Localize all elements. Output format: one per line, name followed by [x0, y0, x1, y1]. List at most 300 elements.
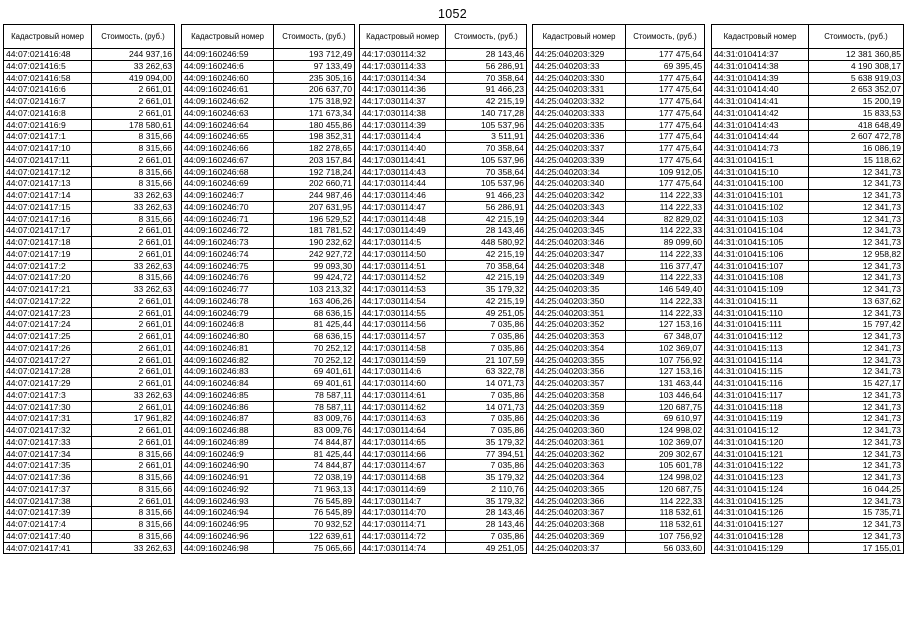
table-row	[360, 295, 527, 307]
table-row	[360, 401, 527, 413]
table-row	[533, 495, 705, 507]
cadastral-number: 44:17:030114:37	[360, 96, 446, 108]
table-row	[533, 448, 705, 460]
cadastral-number: 44:09:160246:98	[182, 542, 274, 554]
cadastral-number: 44:25:040203:337	[533, 143, 626, 155]
cadastral-number: 44:31:010414:42	[712, 107, 809, 119]
table-row	[533, 507, 705, 519]
cost-value: 12 341,73	[809, 448, 904, 460]
cost-value: 105 537,96	[446, 154, 527, 166]
cadastral-number: 44:07:021417:31	[4, 413, 92, 425]
cadastral-number: 44:07:021417:25	[4, 331, 92, 343]
cadastral-number: 44:09:160246:74	[182, 248, 274, 260]
table-row	[712, 319, 904, 331]
cost-value: 235 305,16	[274, 72, 355, 84]
cost-value: 2 661,01	[92, 436, 175, 448]
table-row	[4, 49, 175, 61]
table-row	[712, 49, 904, 61]
table-row	[533, 84, 705, 96]
cadastral-number: 44:17:030114:39	[360, 119, 446, 131]
cadastral-number: 44:31:010415:115	[712, 366, 809, 378]
cost-value: 12 341,73	[809, 190, 904, 202]
cost-value: 8 315,66	[92, 519, 175, 531]
table-row	[712, 519, 904, 531]
cadastral-number: 44:07:021417:15	[4, 201, 92, 213]
table-row	[360, 530, 527, 542]
table-row	[182, 425, 355, 437]
cost-value: 8 315,66	[92, 131, 175, 143]
cadastral-number: 44:07:021417:17	[4, 225, 92, 237]
cost-value: 131 463,44	[626, 378, 705, 390]
cadastral-number: 44:17:030114:58	[360, 342, 446, 354]
cost-value: 33 262,63	[92, 201, 175, 213]
table-row	[533, 342, 705, 354]
cost-value: 2 661,01	[92, 460, 175, 472]
cadastral-number: 44:31:010415:1	[712, 154, 809, 166]
cadastral-number: 44:25:040203:36	[533, 413, 626, 425]
cadastral-number: 44:09:160246:69	[182, 178, 274, 190]
table-row	[712, 401, 904, 413]
cost-value: 244 987,46	[274, 190, 355, 202]
cadastral-number: 44:25:040203:358	[533, 389, 626, 401]
table-row	[533, 472, 705, 484]
cost-value: 175 318,92	[274, 96, 355, 108]
cadastral-number: 44:09:160246:9	[182, 448, 274, 460]
cadastral-number: 44:09:160246:73	[182, 237, 274, 249]
cadastral-number: 44:07:021417:24	[4, 319, 92, 331]
cadastral-number: 44:17:030114:70	[360, 507, 446, 519]
cadastral-number: 44:25:040203:367	[533, 507, 626, 519]
cost-value: 42 215,19	[446, 213, 527, 225]
cost-value: 2 661,01	[92, 354, 175, 366]
table-row	[533, 307, 705, 319]
table-row	[4, 460, 175, 472]
cadastral-number: 44:25:040203:37	[533, 542, 626, 554]
cadastral-number: 44:25:040203:363	[533, 460, 626, 472]
cost-value: 35 179,32	[446, 436, 527, 448]
registry-table-3	[359, 24, 527, 554]
cadastral-number: 44:31:010415:110	[712, 307, 809, 319]
table-row	[533, 119, 705, 131]
cost-value: 70 252,12	[274, 342, 355, 354]
table-row	[360, 131, 527, 143]
table-row	[712, 190, 904, 202]
table-row	[360, 154, 527, 166]
cadastral-number: 44:07:021417:14	[4, 190, 92, 202]
cadastral-number: 44:25:040203:350	[533, 295, 626, 307]
cost-value: 12 341,73	[809, 307, 904, 319]
cost-value: 69 401,61	[274, 378, 355, 390]
cost-value: 8 315,66	[92, 530, 175, 542]
cadastral-number: 44:31:010414:39	[712, 72, 809, 84]
cost-value: 102 369,07	[626, 342, 705, 354]
cost-value: 2 661,01	[92, 495, 175, 507]
table-row	[360, 483, 527, 495]
table-row	[4, 178, 175, 190]
cost-value: 192 718,24	[274, 166, 355, 178]
cadastral-number: 44:31:010415:113	[712, 342, 809, 354]
cost-value: 42 215,19	[446, 96, 527, 108]
cost-value: 177 475,64	[626, 154, 705, 166]
table-row	[533, 413, 705, 425]
cadastral-number: 44:09:160246:71	[182, 213, 274, 225]
cost-value: 8 315,66	[92, 272, 175, 284]
cadastral-number: 44:25:040203:345	[533, 225, 626, 237]
cadastral-number: 44:25:040203:366	[533, 495, 626, 507]
cadastral-number: 44:31:010414:38	[712, 60, 809, 72]
cost-value: 177 475,64	[626, 96, 705, 108]
table-row	[533, 284, 705, 296]
table-row	[182, 190, 355, 202]
header-cost: Стоимость, (руб.)	[809, 25, 904, 49]
cost-value: 448 580,92	[446, 237, 527, 249]
cadastral-number: 44:17:030114:61	[360, 389, 446, 401]
cadastral-number: 44:09:160246:77	[182, 284, 274, 296]
cost-value: 17 961,82	[92, 413, 175, 425]
cadastral-number: 44:17:030114:46	[360, 190, 446, 202]
cadastral-number: 44:07:021417:22	[4, 295, 92, 307]
cadastral-number: 44:31:010415:104	[712, 225, 809, 237]
cadastral-number: 44:07:021417:4	[4, 519, 92, 531]
cost-value: 177 475,64	[626, 178, 705, 190]
cost-value: 190 232,62	[274, 237, 355, 249]
cost-value: 7 035,86	[446, 413, 527, 425]
cost-value: 114 222,33	[626, 495, 705, 507]
cadastral-number: 44:09:160246:93	[182, 495, 274, 507]
table-row	[712, 131, 904, 143]
cadastral-number: 44:25:040203:333	[533, 107, 626, 119]
header-cadastral-number: Кадастровый номер	[4, 25, 92, 49]
table-row	[712, 225, 904, 237]
cost-value: 12 341,73	[809, 272, 904, 284]
cost-value: 15 200,19	[809, 96, 904, 108]
table-row	[360, 190, 527, 202]
table-row	[533, 131, 705, 143]
cost-value: 16 044,25	[809, 483, 904, 495]
table-row	[360, 225, 527, 237]
table-row	[182, 237, 355, 249]
table-row	[4, 143, 175, 155]
table-row	[182, 354, 355, 366]
cost-value: 118 532,61	[626, 519, 705, 531]
cost-value: 70 358,64	[446, 143, 527, 155]
cost-value: 83 009,76	[274, 413, 355, 425]
cadastral-number: 44:17:030114:7	[360, 495, 446, 507]
cost-value: 28 143,46	[446, 519, 527, 531]
cadastral-number: 44:07:021417:16	[4, 213, 92, 225]
cost-value: 114 222,33	[626, 307, 705, 319]
table-row	[4, 190, 175, 202]
table-row	[360, 366, 527, 378]
table-row	[4, 472, 175, 484]
table-row	[182, 378, 355, 390]
cost-value: 12 958,82	[809, 248, 904, 260]
cadastral-number: 44:07:021417:19	[4, 248, 92, 260]
cost-value: 33 262,63	[92, 542, 175, 554]
cost-value: 42 215,19	[446, 295, 527, 307]
table-row	[533, 295, 705, 307]
table-row	[4, 319, 175, 331]
cadastral-number: 44:31:010415:12	[712, 425, 809, 437]
table-row	[712, 378, 904, 390]
cost-value: 105 537,96	[446, 178, 527, 190]
cadastral-number: 44:09:160246:75	[182, 260, 274, 272]
cost-value: 16 086,19	[809, 143, 904, 155]
cadastral-number: 44:09:160246:87	[182, 413, 274, 425]
table-row	[182, 84, 355, 96]
cadastral-number: 44:31:010415:111	[712, 319, 809, 331]
cadastral-number: 44:31:010415:122	[712, 460, 809, 472]
table-row	[182, 413, 355, 425]
table-row	[4, 119, 175, 131]
cost-value: 33 262,63	[92, 190, 175, 202]
cadastral-number: 44:25:040203:355	[533, 354, 626, 366]
table-row	[182, 72, 355, 84]
cost-value: 209 302,67	[626, 448, 705, 460]
cost-value: 69 395,45	[626, 60, 705, 72]
table-row	[360, 378, 527, 390]
table-row	[533, 519, 705, 531]
table-row	[182, 519, 355, 531]
cadastral-number: 44:09:160246:76	[182, 272, 274, 284]
table-row	[182, 96, 355, 108]
table-row	[4, 448, 175, 460]
table-row	[533, 190, 705, 202]
table-row	[712, 413, 904, 425]
page-number: 1052	[437, 7, 467, 21]
cost-value: 33 262,63	[92, 284, 175, 296]
cadastral-number: 44:07:021417:41	[4, 542, 92, 554]
cadastral-number: 44:25:040203:331	[533, 84, 626, 96]
cost-value: 33 262,63	[92, 60, 175, 72]
table-row	[4, 225, 175, 237]
table-row	[360, 472, 527, 484]
cadastral-number: 44:09:160246:88	[182, 425, 274, 437]
table-row	[360, 425, 527, 437]
table-row	[533, 154, 705, 166]
cadastral-number: 44:25:040203:369	[533, 530, 626, 542]
cadastral-number: 44:25:040203:33	[533, 60, 626, 72]
header-cadastral-number: Кадастровый номер	[533, 25, 626, 49]
cadastral-number: 44:09:160246:86	[182, 401, 274, 413]
table-row	[182, 60, 355, 72]
cadastral-number: 44:09:160246:81	[182, 342, 274, 354]
cadastral-number: 44:09:160246:95	[182, 519, 274, 531]
table-row	[712, 96, 904, 108]
table-row	[182, 389, 355, 401]
cadastral-number: 44:17:030114:32	[360, 49, 446, 61]
cadastral-number: 44:07:021417:23	[4, 307, 92, 319]
cost-value: 203 157,84	[274, 154, 355, 166]
cadastral-number: 44:31:010415:128	[712, 530, 809, 542]
table-row	[182, 483, 355, 495]
cost-value: 35 179,32	[446, 284, 527, 296]
cadastral-number: 44:17:030114:72	[360, 530, 446, 542]
cadastral-number: 44:07:021417:11	[4, 154, 92, 166]
cadastral-number: 44:25:040203:347	[533, 248, 626, 260]
cost-value: 70 252,12	[274, 354, 355, 366]
table-row	[360, 60, 527, 72]
table-row	[4, 483, 175, 495]
table-row	[360, 178, 527, 190]
cost-value: 12 341,73	[809, 284, 904, 296]
cost-value: 122 639,61	[274, 530, 355, 542]
cost-value: 418 648,49	[809, 119, 904, 131]
cost-value: 12 341,73	[809, 366, 904, 378]
table-row	[4, 542, 175, 554]
table-row	[712, 284, 904, 296]
table-row	[533, 60, 705, 72]
header-cost: Стоимость, (руб.)	[446, 25, 527, 49]
cadastral-number: 44:07:021417:1	[4, 131, 92, 143]
cadastral-number: 44:25:040203:343	[533, 201, 626, 213]
cost-value: 107 756,92	[626, 530, 705, 542]
table-row	[4, 354, 175, 366]
cadastral-number: 44:31:010414:37	[712, 49, 809, 61]
table-row	[4, 248, 175, 260]
cost-value: 12 341,73	[809, 460, 904, 472]
table-row	[4, 519, 175, 531]
cost-value: 15 797,42	[809, 319, 904, 331]
cadastral-number: 44:07:021417:12	[4, 166, 92, 178]
cost-value: 12 341,73	[809, 530, 904, 542]
cadastral-number: 44:31:010415:117	[712, 389, 809, 401]
cadastral-number: 44:17:030114:66	[360, 448, 446, 460]
table-row	[4, 72, 175, 84]
table-row	[712, 483, 904, 495]
cadastral-number: 44:25:040203:332	[533, 96, 626, 108]
table-row	[182, 331, 355, 343]
cadastral-number: 44:25:040203:364	[533, 472, 626, 484]
table-row	[4, 60, 175, 72]
cost-value: 2 661,01	[92, 307, 175, 319]
cadastral-number: 44:31:010415:124	[712, 483, 809, 495]
cost-value: 177 475,64	[626, 49, 705, 61]
table-row	[4, 107, 175, 119]
cadastral-number: 44:07:021417:36	[4, 472, 92, 484]
cost-value: 2 661,01	[92, 331, 175, 343]
cost-value: 178 580,61	[92, 119, 175, 131]
cadastral-number: 44:07:021417:3	[4, 389, 92, 401]
cost-value: 8 315,66	[92, 472, 175, 484]
table-row	[533, 436, 705, 448]
cost-value: 8 315,66	[92, 143, 175, 155]
table-row	[4, 154, 175, 166]
cadastral-number: 44:07:021416:58	[4, 72, 92, 84]
table-row	[712, 354, 904, 366]
cadastral-number: 44:25:040203:344	[533, 213, 626, 225]
table-row	[533, 143, 705, 155]
cadastral-number: 44:07:021416:6	[4, 84, 92, 96]
cadastral-number: 44:17:030114:65	[360, 436, 446, 448]
table-row	[712, 213, 904, 225]
table-row	[4, 342, 175, 354]
cadastral-number: 44:07:021417:33	[4, 436, 92, 448]
table-row	[533, 425, 705, 437]
table-row	[360, 342, 527, 354]
cadastral-number: 44:31:010415:102	[712, 201, 809, 213]
table-row	[4, 425, 175, 437]
table-row	[712, 248, 904, 260]
table-row	[4, 366, 175, 378]
cost-value: 2 661,01	[92, 248, 175, 260]
cadastral-number: 44:07:021416:9	[4, 119, 92, 131]
table-row	[182, 143, 355, 155]
table-row	[4, 507, 175, 519]
cadastral-number: 44:31:010415:118	[712, 401, 809, 413]
cadastral-number: 44:17:030114:62	[360, 401, 446, 413]
cadastral-number: 44:25:040203:339	[533, 154, 626, 166]
cadastral-number: 44:09:160246:70	[182, 201, 274, 213]
cadastral-number: 44:25:040203:354	[533, 342, 626, 354]
cadastral-number: 44:07:021417:13	[4, 178, 92, 190]
cost-value: 2 661,01	[92, 154, 175, 166]
cost-value: 177 475,64	[626, 119, 705, 131]
cadastral-number: 44:31:010415:105	[712, 237, 809, 249]
cadastral-number: 44:25:040203:357	[533, 378, 626, 390]
cadastral-number: 44:09:160246:96	[182, 530, 274, 542]
cadastral-number: 44:09:160246:60	[182, 72, 274, 84]
cadastral-number: 44:25:040203:34	[533, 166, 626, 178]
cost-value: 63 322,78	[446, 366, 527, 378]
table-row	[182, 295, 355, 307]
cost-value: 12 381 360,85	[809, 49, 904, 61]
cadastral-number: 44:17:030114:41	[360, 154, 446, 166]
cost-value: 67 348,07	[626, 331, 705, 343]
cost-value: 140 717,28	[446, 107, 527, 119]
table-row	[4, 401, 175, 413]
cadastral-number: 44:25:040203:35	[533, 284, 626, 296]
table-row	[182, 225, 355, 237]
cadastral-number: 44:25:040203:349	[533, 272, 626, 284]
cost-value: 15 735,71	[809, 507, 904, 519]
cadastral-number: 44:09:160246:94	[182, 507, 274, 519]
table-row	[712, 366, 904, 378]
cadastral-number: 44:25:040203:348	[533, 260, 626, 272]
table-row	[533, 96, 705, 108]
table-row	[360, 107, 527, 119]
header-cost: Стоимость, (руб.)	[626, 25, 705, 49]
table-row	[4, 436, 175, 448]
cost-value: 12 341,73	[809, 342, 904, 354]
table-row	[533, 272, 705, 284]
table-row	[182, 530, 355, 542]
cost-value: 2 661,01	[92, 401, 175, 413]
cadastral-number: 44:31:010415:127	[712, 519, 809, 531]
table-row	[182, 201, 355, 213]
cost-value: 181 781,52	[274, 225, 355, 237]
cost-value: 177 475,64	[626, 143, 705, 155]
cost-value: 81 425,44	[274, 448, 355, 460]
table-row	[712, 436, 904, 448]
cadastral-number: 44:17:030114:33	[360, 60, 446, 72]
table-row	[712, 237, 904, 249]
cost-value: 12 341,73	[809, 213, 904, 225]
table-row	[182, 319, 355, 331]
cadastral-number: 44:09:160246:8	[182, 319, 274, 331]
cost-value: 7 035,86	[446, 425, 527, 437]
cadastral-number: 44:17:030114:51	[360, 260, 446, 272]
table-row	[712, 201, 904, 213]
cost-value: 12 341,73	[809, 260, 904, 272]
cost-value: 116 377,47	[626, 260, 705, 272]
cost-value: 28 143,46	[446, 507, 527, 519]
table-row	[4, 331, 175, 343]
cost-value: 35 179,32	[446, 472, 527, 484]
table-row	[712, 507, 904, 519]
cost-value: 109 912,05	[626, 166, 705, 178]
cost-value: 12 341,73	[809, 331, 904, 343]
